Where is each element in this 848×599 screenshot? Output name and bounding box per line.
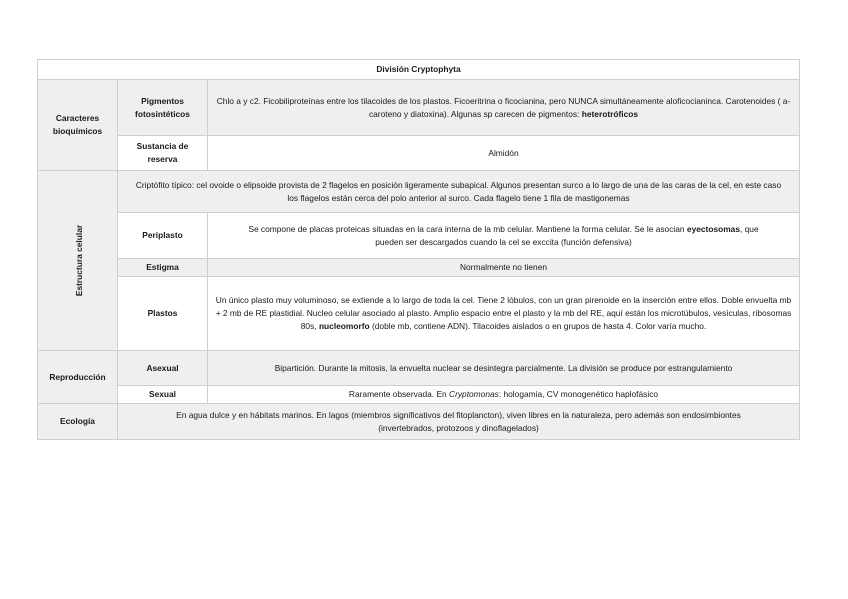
periplasto-text-a: Se compone de placas proteicas situadas en la cara interna de la mb celular. Mantiene la forma celular. Se le asocian — [248, 223, 687, 234]
estigma-label: Estigma — [118, 259, 208, 277]
periplasto-text-b: , que pueden ser descargados cuando la cel se exccita (función defensiva) — [375, 223, 759, 247]
sexual-italic: Cryptomonas — [449, 389, 499, 399]
pigmentos-cell — [208, 80, 800, 136]
plastos-bold: nucleomorfo — [318, 321, 370, 331]
ecologia-text: En agua dulce y en hábitats marinos. En lagos (miembros significativos del fitoplancton), viven libres en la naturaleza, pero además son endosimbiontes (invertebrados, protozoos y dinoflagelados) — [118, 404, 800, 440]
plastos-cell — [208, 277, 800, 351]
section-ecologia-label: Ecología — [38, 404, 118, 440]
estructura-intro: Criptófito típico: cel ovoide o elipsoide provista de 2 flagelos en posición ligeramente subapical. Algunos presentan surco a lo largo de una de las caras de la cel, en este caso los flagelos están cerca del polo anterior al surco. Cada flagelo tiene 1 fila de mastigonemas — [118, 171, 800, 213]
reserva-text: Almidón — [208, 136, 800, 171]
table-title: División Cryptophyta — [38, 60, 800, 80]
asexual-text: Bipartición. Durante la mitosis, la envuelta nuclear se desintegra parcialmente. La división se produce por estrangulamiento — [208, 351, 800, 386]
sexual-text-a: Raramente observada. En — [348, 389, 450, 399]
plastos-text-b: (doble mb, contiene ADN). Tilacoides aislados o en grupos de hasta 4. Color varía mucho. — [369, 321, 707, 331]
pigmentos-label: Pigmentos fotosintéticos — [118, 80, 208, 136]
plastos-label: Plastos — [118, 277, 208, 351]
pigmentos-bold: heterotróficos — [581, 108, 639, 119]
sexual-cell — [208, 386, 800, 404]
pigmentos-text: Chlo a y c2. Ficobiliproteínas entre los tilacoides de los plastos. Ficoeritrina o ficocianina, pero NUNCA simultáneamente aloficocianinca. Carotenoides ( a-caroteno y diatoxina). Algunas sp carecen de pigmentos: — [216, 95, 791, 119]
periplasto-cell — [208, 213, 800, 259]
periplasto-bold: eyectosomas — [686, 223, 740, 234]
section-reproduccion-label: Reproducción — [38, 351, 118, 404]
section-estructura-label — [38, 171, 118, 351]
section-bioquimicos-label: Caracteres bioquímicos — [38, 80, 118, 171]
periplasto-label: Periplasto — [118, 213, 208, 259]
asexual-label: Asexual — [118, 351, 208, 386]
sexual-text-b: : hologamia, CV monogenético haplofásico — [498, 389, 659, 399]
plastos-text-a: Un único plasto muy voluminoso, se extiende a lo largo de toda la cel. Tiene 2 lóbulos, con un gran pirenoide en la inserción entre ellos. Doble envuelta mb + 2 mb de RE plastidial. Nucleo celular asociado al plasto. Amplio espacio entre el plasto y la mb del RE, aquí están los microtúbulos, vesículas, ribosomas 80s, — [215, 295, 792, 331]
cryptophyta-table — [37, 59, 800, 440]
sexual-label: Sexual — [118, 386, 208, 404]
estigma-text: Normalmente no tienen — [208, 259, 800, 277]
estructura-label-text: Estructura celular — [74, 224, 85, 297]
reserva-label: Sustancia de reserva — [118, 136, 208, 171]
